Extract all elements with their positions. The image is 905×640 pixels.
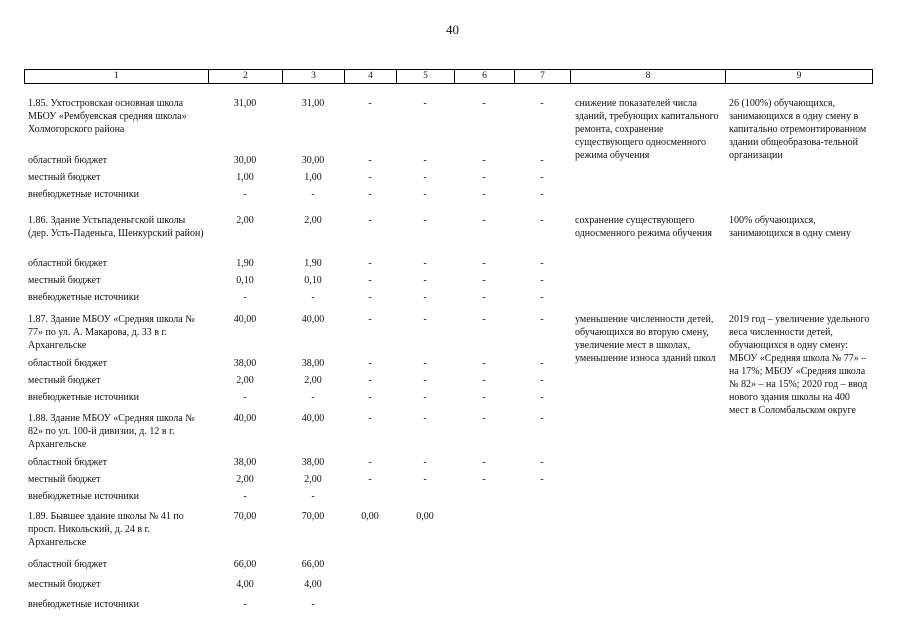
value-cell: - [540,392,544,403]
value-cell: 4,00 [236,579,254,590]
value-cell: - [368,474,372,485]
row-label: областной бюджет [28,358,108,369]
value-cell: 1,00 [236,172,254,183]
value-cell: 2,00 [304,375,322,386]
value-cell: - [423,172,427,183]
value-cell: - [540,358,544,369]
row-label: областной бюджет [28,457,108,468]
value-cell: 40,00 [233,314,257,325]
value-cell: - [540,314,544,325]
value-cell: 31,00 [301,98,325,109]
row-label: местный бюджет [28,275,101,286]
value-cell: - [368,258,372,269]
value-cell: 66,00 [233,559,257,570]
header-col-5: 5 [396,70,454,83]
header-col-8: 8 [570,70,725,83]
value-cell: - [540,155,544,166]
expected-result-note: сохранение существующего односменного режима обучения [575,215,713,239]
row-label: внебюджетные источники [28,189,139,200]
value-cell: - [243,292,247,303]
value-cell: - [540,275,544,286]
value-cell: 2,00 [304,215,322,226]
target-indicator-note: 2019 год – увеличение удельного веса численности детей, обучающихся в одну смену: МБОУ «Средняя школа № 77» – на 17%; МБОУ «Средняя школа № 82» – на 15%; 2020 год – ввод нового здания школы на 400 мест в Соломбальском округе [729,314,870,416]
table-header [24,69,873,84]
expected-result-note: уменьшение численности детей, обучающихся во вторую смену, увеличение мест в школах, уменьшение износа зданий школ [575,314,716,364]
value-cell: - [540,457,544,468]
value-cell: - [423,375,427,386]
value-cell: - [482,258,486,269]
value-cell: - [540,258,544,269]
value-cell: - [540,172,544,183]
row-label: 1.86. Здание Устьпаденьгской школы (дер. Усть-Паденьга, Шенкурский район) [28,215,204,239]
value-cell: - [482,413,486,424]
value-cell: - [482,474,486,485]
value-cell: - [423,314,427,325]
value-cell: - [482,314,486,325]
value-cell: - [423,474,427,485]
value-cell: - [482,292,486,303]
row-label: внебюджетные источники [28,292,139,303]
value-cell: 66,00 [301,559,325,570]
value-cell: 30,00 [301,155,325,166]
row-label: областной бюджет [28,155,108,166]
value-cell: - [368,155,372,166]
value-cell: - [482,358,486,369]
value-cell: - [311,392,315,403]
value-cell: - [540,413,544,424]
value-cell: 1,90 [236,258,254,269]
value-cell: 2,00 [236,375,254,386]
value-cell: - [540,98,544,109]
header-col-7: 7 [514,70,570,83]
value-cell: - [482,172,486,183]
value-cell: 38,00 [233,457,257,468]
value-cell: 0,10 [236,275,254,286]
row-label: областной бюджет [28,258,108,269]
row-label: внебюджетные источники [28,392,139,403]
value-cell: 30,00 [233,155,257,166]
value-cell: 38,00 [301,457,325,468]
row-label: 1.89. Бывшее здание школы № 41 по просп. Никольский, д. 24 в г. Архангельске [28,511,184,548]
value-cell: - [423,155,427,166]
value-cell: 38,00 [233,358,257,369]
value-cell: - [423,215,427,226]
value-cell: - [311,292,315,303]
value-cell: - [368,413,372,424]
row-label: внебюджетные источники [28,599,139,610]
value-cell: - [423,392,427,403]
value-cell: - [243,491,247,502]
value-cell: - [311,189,315,200]
value-cell: - [423,258,427,269]
value-cell: - [423,413,427,424]
value-cell: - [482,457,486,468]
value-cell: - [540,375,544,386]
header-col-1: 1 [24,70,208,83]
value-cell: - [482,375,486,386]
value-cell: - [311,599,315,610]
value-cell: 4,00 [304,579,322,590]
row-label: местный бюджет [28,375,101,386]
value-cell: 40,00 [301,413,325,424]
value-cell: - [540,215,544,226]
value-cell: 31,00 [233,98,257,109]
value-cell: - [540,292,544,303]
value-cell: - [368,215,372,226]
expected-result-note: снижение показателей числа зданий, требующих капитального ремонта, сохранение существующего односменного режима обучения [575,98,719,161]
value-cell: - [368,172,372,183]
value-cell: - [482,155,486,166]
row-label: местный бюджет [28,579,101,590]
value-cell: 38,00 [301,358,325,369]
value-cell: - [368,375,372,386]
header-col-3: 3 [282,70,344,83]
row-label: 1.87. Здание МБОУ «Средняя школа № 77» по ул. А. Макарова, д. 33 в г. Архангельске [28,314,195,351]
value-cell: - [368,392,372,403]
value-cell: 0,00 [361,511,379,522]
value-cell: - [368,189,372,200]
value-cell: - [540,189,544,200]
value-cell: - [482,98,486,109]
value-cell: - [368,275,372,286]
row-label: внебюджетные источники [28,491,139,502]
budget-table [24,69,873,624]
value-cell: 0,10 [304,275,322,286]
row-label: местный бюджет [28,172,101,183]
value-cell: - [243,599,247,610]
value-cell: - [423,275,427,286]
value-cell: 40,00 [301,314,325,325]
value-cell: - [243,392,247,403]
value-cell: - [368,98,372,109]
value-cell: 1,00 [304,172,322,183]
value-cell: - [482,275,486,286]
value-cell: 2,00 [236,474,254,485]
value-cell: 2,00 [304,474,322,485]
value-cell: - [423,457,427,468]
page-number: 40 [446,22,459,37]
value-cell: - [368,314,372,325]
value-cell: - [368,292,372,303]
row-label: 1.88. Здание МБОУ «Средняя школа № 82» по ул. 100-й дивизии, д. 12 в г. Архангельске [28,413,195,450]
target-indicator-note: 100% обучающихся, занимающихся в одну смену [729,215,851,239]
value-cell: 2,00 [236,215,254,226]
table-body [24,84,873,624]
header-col-2: 2 [208,70,282,83]
value-cell: - [482,392,486,403]
value-cell: 0,00 [416,511,434,522]
row-label: 1.85. Ухтостровская основная школа МБОУ «Рембуевская средняя школа» Холмогорского района [28,98,187,135]
value-cell: 1,90 [304,258,322,269]
value-cell: - [423,358,427,369]
value-cell: - [311,491,315,502]
target-indicator-note: 26 (100%) обучающихся, занимающихся в одну смену в капитально отремонтированном здании общеобразова-тельной организации [729,98,867,161]
value-cell: 40,00 [233,413,257,424]
value-cell: - [423,98,427,109]
row-label: областной бюджет [28,559,108,570]
value-cell: - [540,474,544,485]
value-cell: 70,00 [233,511,257,522]
value-cell: - [482,215,486,226]
value-cell: - [482,189,486,200]
row-label: местный бюджет [28,474,101,485]
value-cell: - [423,189,427,200]
header-col-6: 6 [454,70,514,83]
value-cell: - [243,189,247,200]
value-cell: - [368,457,372,468]
value-cell: - [368,358,372,369]
value-cell: 70,00 [301,511,325,522]
header-col-4: 4 [344,70,396,83]
value-cell: - [423,292,427,303]
header-col-9: 9 [725,70,873,83]
